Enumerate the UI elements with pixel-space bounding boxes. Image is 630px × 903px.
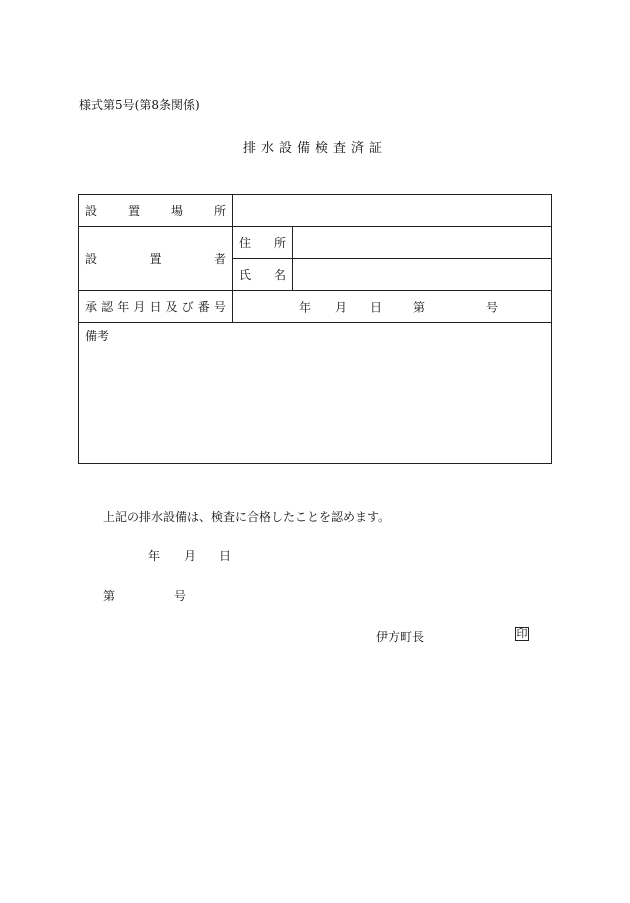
label-char: 場 — [170, 204, 183, 218]
approval-go-suffix: 号 — [486, 300, 499, 314]
number-dai-prefix: 第 — [103, 589, 116, 603]
installer-label — [79, 227, 233, 291]
installation-location-label — [79, 195, 233, 227]
issuer-name: 伊方町長 — [376, 630, 425, 644]
approval-month-unit: 月 — [335, 300, 348, 314]
label-char: 及 — [165, 300, 178, 314]
certification-statement: 上記の排水設備は、検査に合格したことを認めます。 — [103, 510, 391, 524]
label-char: 設 — [85, 204, 98, 218]
label-char: 承 — [85, 300, 98, 314]
label-char: 年 — [117, 300, 130, 314]
label-char: 者 — [213, 252, 226, 266]
approval-day-unit: 日 — [370, 300, 383, 314]
label-char: 番 — [197, 300, 210, 314]
approval-year-unit: 年 — [299, 300, 312, 314]
label-char: 日 — [149, 300, 162, 314]
label-char: 月 — [133, 300, 146, 314]
label-char: 所 — [273, 236, 286, 250]
date-month-unit: 月 — [184, 549, 197, 563]
label-char: 所 — [213, 204, 226, 218]
remarks-label: 備考 — [85, 329, 110, 343]
address-field[interactable] — [293, 227, 551, 259]
form-number: 様式第5号(第8条関係) — [79, 98, 200, 112]
seal-stamp-mark: 印 — [516, 627, 528, 640]
approval-dai-prefix: 第 — [413, 300, 426, 314]
document-title: 排水設備検査済証 — [242, 141, 387, 156]
label-char: 号 — [213, 300, 226, 314]
label-char: び — [181, 300, 194, 314]
label-char: 置 — [127, 204, 140, 218]
name-label — [233, 259, 293, 291]
label-char: 置 — [149, 252, 162, 266]
label-char: 認 — [101, 300, 114, 314]
address-label — [233, 227, 293, 259]
label-char: 住 — [239, 236, 252, 250]
approval-date-number-label — [79, 291, 233, 323]
date-day-unit: 日 — [219, 549, 232, 563]
installation-location-field[interactable] — [233, 195, 551, 227]
label-char: 氏 — [239, 268, 252, 282]
label-char: 設 — [85, 252, 98, 266]
date-year-unit: 年 — [148, 549, 161, 563]
number-go-suffix: 号 — [174, 589, 187, 603]
label-char: 名 — [273, 268, 286, 282]
certificate-table — [78, 194, 552, 464]
approval-date-number-field[interactable] — [233, 291, 551, 323]
remarks-field[interactable] — [79, 323, 551, 463]
name-field[interactable] — [293, 259, 551, 291]
